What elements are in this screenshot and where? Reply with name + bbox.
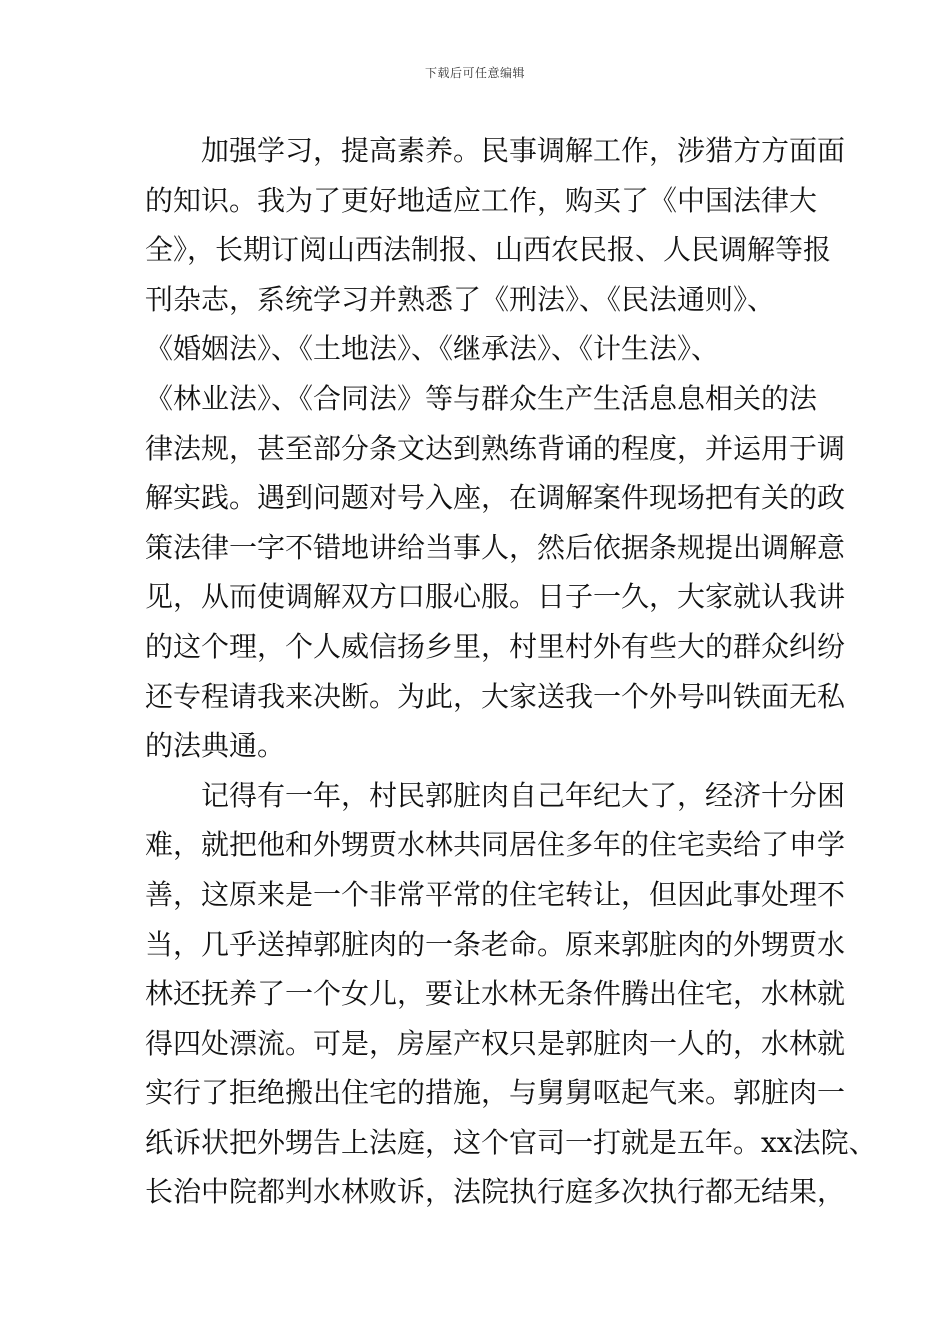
text-line: 全》，长期订阅山西法制报、山西农民报、人民调解等报	[145, 233, 832, 267]
text-line: 还专程请我来决断。为此，大家送我一个外号叫铁面无私	[145, 679, 846, 713]
text-line: 纸诉状把外甥告上法庭，这个官司一打就是五年。xx法院、	[145, 1125, 877, 1159]
text-line: 的知识。我为了更好地适应工作，购买了《中国法律大	[145, 183, 818, 217]
page-header: 下载后可任意编辑	[424, 66, 525, 80]
text-line: 得四处漂流。可是，房屋产权只是郭脏肉一人的，水林就	[145, 1026, 846, 1060]
text-line: 善，这原来是一个非常平常的住宅转让，但因此事处理不	[145, 877, 846, 911]
text-line: 刊杂志，系统学习并熟悉了《刑法》、《民法通则》、	[145, 282, 776, 316]
text-line: 记得有一年，村民郭脏肉自己年纪大了，经济十分困	[145, 778, 846, 812]
text-line: 策法律一字不错地讲给当事人，然后依据条规提出调解意	[145, 530, 846, 564]
text-line: 长治中院都判水林败诉，法院执行庭多次执行都无结果，	[145, 1175, 846, 1209]
text-line: 加强学习，提高素养。民事调解工作，涉猎方方面面	[145, 134, 846, 167]
text-line: 当，几乎送掉郭脏肉的一条老命。原来郭脏肉的外甥贾水	[145, 927, 846, 961]
text-line: 林还抚养了一个女儿，要让水林无条件腾出住宅，水林就	[145, 977, 846, 1011]
text-line: 见，从而使调解双方口服心服。日子一久，大家就认我讲	[145, 580, 846, 614]
text-line: 难，就把他和外甥贾水林共同居住多年的住宅卖给了申学	[145, 828, 846, 862]
text-line: 律法规，甚至部分条文达到熟练背诵的程度，并运用于调	[145, 431, 846, 465]
text-line: 的法典通。	[145, 729, 286, 763]
text-line: 实行了拒绝搬出住宅的措施，与舅舅呕起气来。郭脏肉一	[145, 1076, 846, 1110]
text-line: 《婚姻法》、《土地法》、《继承法》、《计生法》、	[145, 332, 720, 366]
document-body	[145, 126, 877, 1217]
text-line: 《林业法》、《合同法》等与群众生产生活息息相关的法	[145, 381, 818, 415]
text-line: 的这个理，个人威信扬乡里，村里村外有些大的群众纠纷	[145, 629, 846, 663]
text-line: 解实践。遇到问题对号入座，在调解案件现场把有关的政	[145, 481, 846, 515]
